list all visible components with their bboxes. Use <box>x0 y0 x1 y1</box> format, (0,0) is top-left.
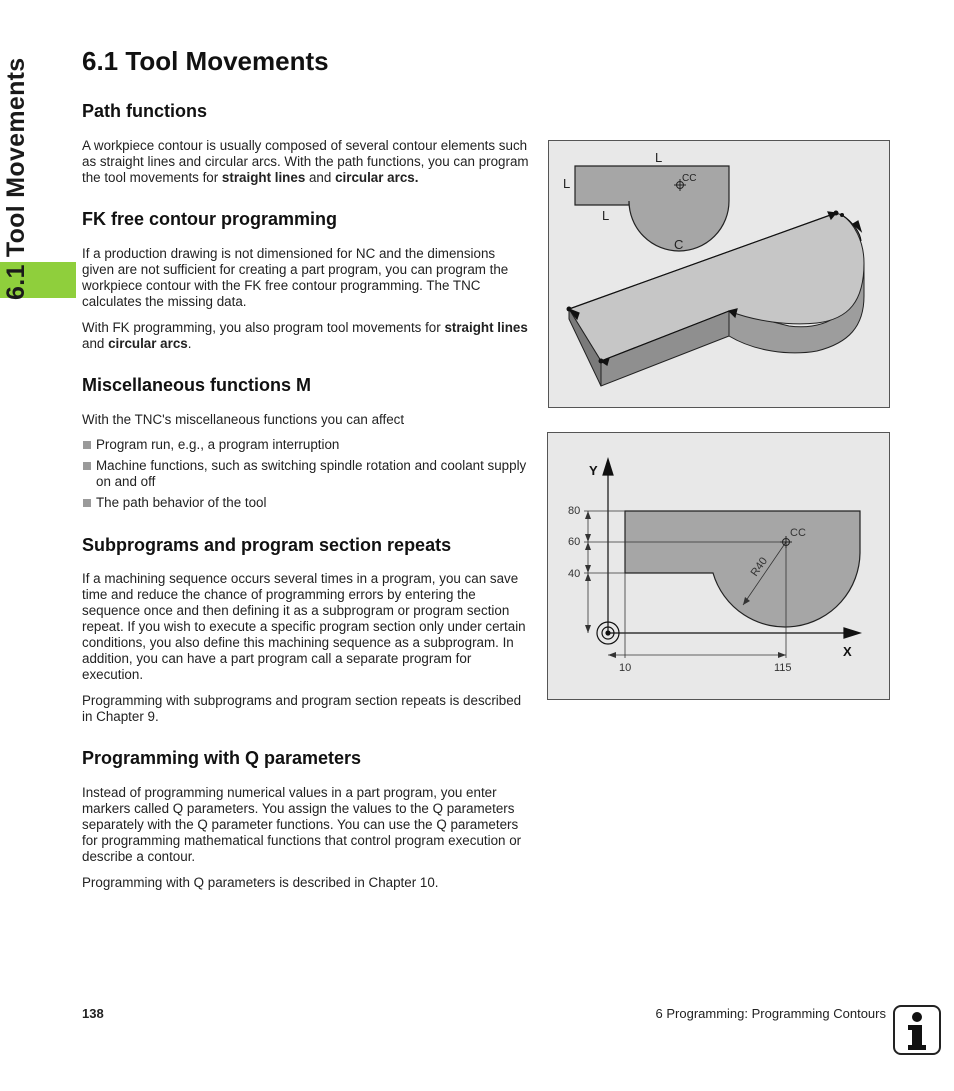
list-item: The path behavior of the tool <box>82 495 530 511</box>
chapter-side-tab <box>0 0 76 1091</box>
label-cc: CC <box>682 173 697 184</box>
y-axis-arrow-icon <box>603 459 613 475</box>
paragraph-subprograms-2: Programming with subprograms and program section repeats is described in Chapter 9. <box>82 693 522 724</box>
y-axis-label: Y <box>589 463 598 478</box>
y-tick-label: 80 <box>568 505 581 517</box>
page-title: 6.1 Tool Movements <box>82 46 329 76</box>
paragraph-path-functions: A workpiece contour is usually composed of several contour elements such as straight lines and circular arcs. With the path functions, you can program the tool movements for straight lines and circular arcs. <box>82 138 529 185</box>
paragraph-fk-1: If a production drawing is not dimensioned for NC and the dimensions given are not sufficient for creating a part program, you can program the workpiece contour with the FK free contour programming. The TNC calculates the missing data. <box>82 246 509 309</box>
label-l-top: L <box>655 150 663 165</box>
x-axis-arrow-icon <box>844 628 860 638</box>
paragraph-misc-intro: With the TNC's miscellaneous functions you can affect <box>82 412 405 427</box>
label-l-left: L <box>563 176 571 191</box>
heading-fk-programming: FK free contour programming <box>82 209 338 229</box>
cc-label: CC <box>790 527 806 539</box>
misc-bullet-list <box>82 437 530 516</box>
x-axis-label: X <box>843 644 852 659</box>
y-tick-label: 40 <box>568 568 581 580</box>
heading-subprograms: Subprograms and program section repeats <box>82 535 452 555</box>
list-item: Program run, e.g., a program interruption <box>82 437 530 453</box>
page-number: 138 <box>82 1006 104 1021</box>
x-tick-label: 10 <box>619 662 632 674</box>
paragraph-subprograms-1: If a machining sequence occurs several times in a program, you can save time and reduce the chance of programming errors by entering the sequence once and then defining it as a subprogram or program section repeat. If you wish to execute a specific program section only under certain conditions, you also define this machining sequence as a subprogram. In addition, you can have a part program call a separate program for execution. <box>82 571 526 682</box>
workpiece-contour-shape <box>625 511 860 627</box>
list-item: Machine functions, such as switching spindle rotation and coolant supply on and off <box>82 458 530 490</box>
heading-q-parameters: Programming with Q parameters <box>82 748 362 768</box>
y-tick-label: 60 <box>568 536 581 548</box>
flat-contour-shape <box>575 166 729 251</box>
paragraph-fk-2: With FK programming, you also program tool movements for straight lines and circular arcs. <box>82 320 528 351</box>
x-tick-label: 115 <box>774 662 792 674</box>
figure-dimensioned-contour <box>547 432 890 700</box>
info-icon <box>893 1005 941 1055</box>
dimensioned-contour-illustration <box>548 433 889 699</box>
footer-chapter-title: 6 Programming: Programming Contours <box>655 1006 886 1021</box>
figure-contour-3d <box>548 140 890 408</box>
label-c: C <box>674 237 684 252</box>
contour-3d-illustration <box>549 141 889 407</box>
heading-misc-functions: Miscellaneous functions M <box>82 375 312 395</box>
heading-path-functions: Path functions <box>82 101 207 121</box>
radius-label: R40 <box>748 555 771 579</box>
label-l-bottom: L <box>602 208 610 223</box>
paragraph-q-1: Instead of programming numerical values in a part program, you enter markers called Q parameters. You assign the values to the Q parameters separately with the Q parameter functions. You can use the Q parameters for programming mathematical functions that control program execution or describe a contour. <box>82 785 522 864</box>
side-tab-label: 6.1 Tool Movements <box>2 57 30 300</box>
paragraph-q-2: Programming with Q parameters is described in Chapter 10. <box>82 875 439 890</box>
